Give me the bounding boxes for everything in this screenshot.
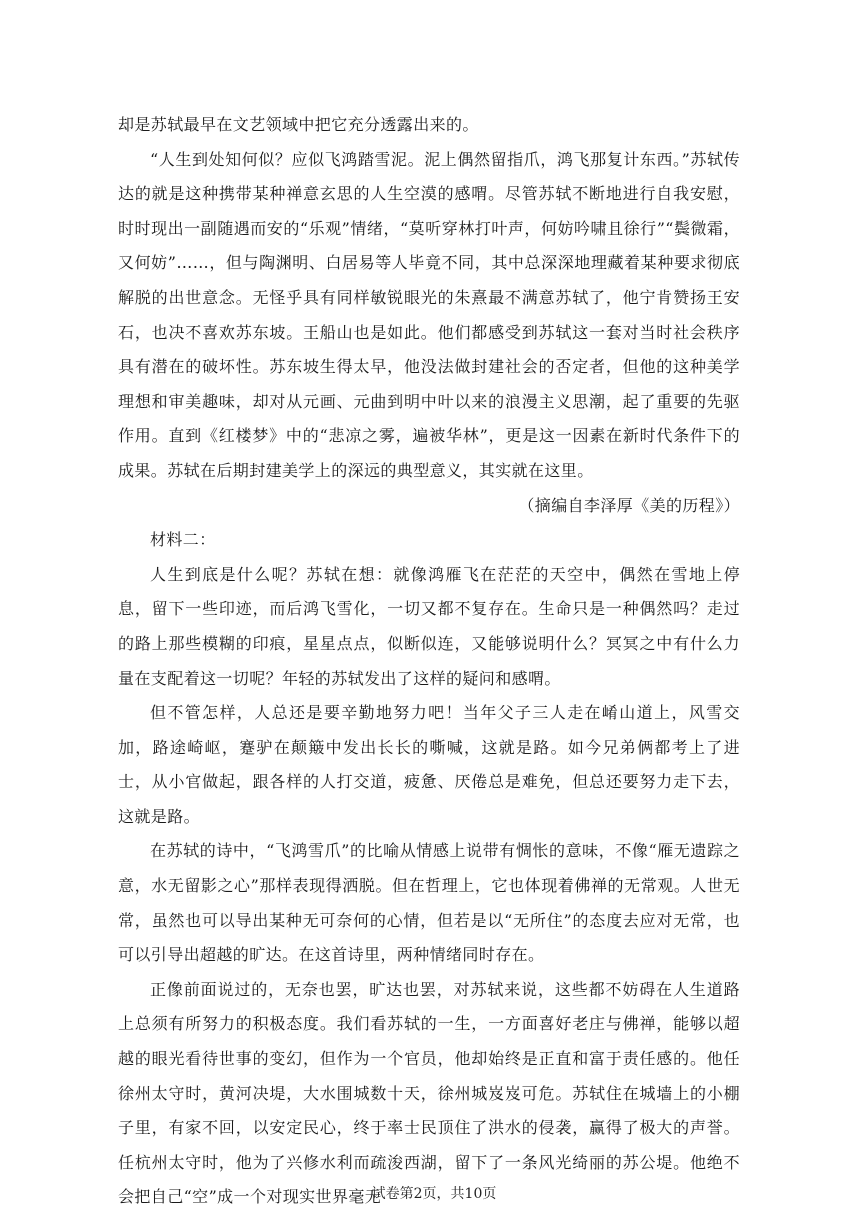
paragraph-metaphor: 在苏轼的诗中，“飞鸿雪爪”的比喻从情感上说带有惆怅的意味，不像“雁无遗踪之意，水无留影之心”那样表现得洒脱。但在哲理上，它也体现着佛禅的无常观。人世无常，虽然也可以导出某种无可奈何的心情，但若是以“无所住”的态度去应对无常，也可以引导出超越的旷达。在这首诗里，两种情绪同时存在。 <box>118 841 740 965</box>
source-citation: （摘编自李泽厚《美的历程》） <box>518 495 740 515</box>
paragraph-poem-analysis: “人生到处知何似？应似飞鸿踏雪泥。泥上偶然留指爪，鸿飞那复计东西。”苏轼传达的就是这种携带某种禅意玄思的人生空漠的感喟。尽管苏轼不断地进行自我安慰，时时现出一副随遇而安的“乐观”情绪，“莫听穿林打叶声，何妨吟啸且徐行”“鬓微霜，又何妨”……，但与陶渊明、白居易等人毕竟不同，其中总深深地理藏着某种要求彻底解脱的出世意念。无怪乎具有同样敏锐眼光的朱熹最不满意苏轼了，他宁肯赞扬王安石，也决不喜欢苏东坡。王船山也是如此。他们都感受到苏轼这一套对当时社会秩序具有潜在的破坏性。苏东坡生得太早，他没法做封建社会的否定者，但他的这种美学理想和审美趣味，却对从元画、元曲到明中叶以来的浪漫主义思潮，起了重要的先驱作用。直到《红楼梦》中的“悲凉之雾，遍被华林”，更是这一因素在新时代条件下的成果。苏轼在后期封建美学上的深远的典型意义，其实就在这里。 <box>118 149 740 480</box>
paragraph-effort: 但不管怎样，人总还是要辛勤地努力吧！当年父子三人走在崤山道上，风雪交加，路途崎岖，蹇驴在颠簸中发出长长的嘶喊，这就是路。如今兄弟俩都考上了进士，从小官做起，跟各样的人打交道，疲惫、厌倦总是难免，但总还要努力走下去，这就是路。 <box>118 703 740 826</box>
paragraph-life-question: 人生到底是什么呢？苏轼在想：就像鸿雁飞在茫茫的天空中，偶然在雪地上停息，留下一些印迹，而后鸿飞雪化，一切又都不复存在。生命只是一种偶然吗？走过的路上那些模糊的印痕，星星点点，似断似连，又能够说明什么？冥冥之中有什么力量在支配着这一切呢？年轻的苏轼发出了这样的疑问和感喟。 <box>118 564 740 688</box>
article-body <box>118 108 740 1215</box>
material-two-label: 材料二： <box>150 530 216 550</box>
paragraph-continued: 却是苏轼最早在文艺领域中把它充分透露出来的。 <box>118 115 479 134</box>
paragraph-career: 正像前面说过的，无奈也罢，旷达也罢，对苏轼来说，这些都不妨碍在人生道路上总须有所努力的积极态度。我们看苏轼的一生，一方面喜好老庄与佛禅，能够以超越的眼光看待世事的变幻，但作为一个官员，他却始终是正直和富于责任感的。他任徐州太守时，黄河决堤，大水围城数十天，徐州城岌岌可危。苏轼住在城墙上的小棚子里，有家不回，以安定民心，终于率士民顶住了洪水的侵袭，赢得了极大的声誉。任杭州太守时，他为了兴修水利而疏浚西湖，留下了一条风光绮丽的苏公堤。他绝不会把自己“空”成一个对现实世界毫无 <box>118 979 740 1207</box>
page-number-footer: 试卷第2页，共10页 <box>371 1186 497 1202</box>
